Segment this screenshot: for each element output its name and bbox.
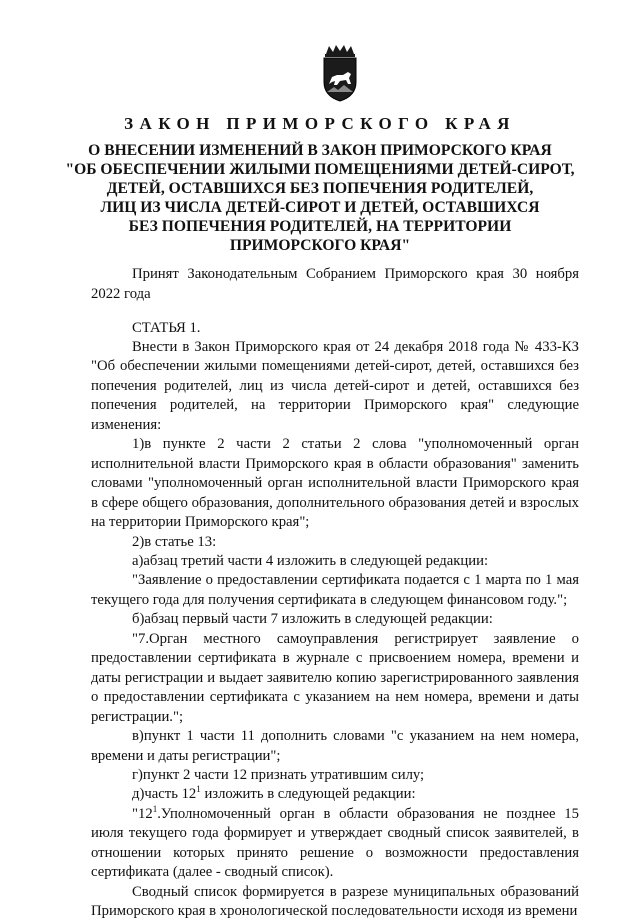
amendment-subitem xyxy=(91,785,579,804)
intro-paragraph: Внести в Закон Приморского края от 24 декабря 2018 года № 433-КЗ "Об обеспечении жилыми помещениями детей-сирот, детей, оставшихся без попечения родителей, лиц из числа детей-сирот и детей, оставшихся без попечения родителей, на территории Приморского края" следующие изменения: xyxy=(91,339,579,433)
law-title: ЗАКОН ПРИМОРСКОГО КРАЯ xyxy=(124,114,516,133)
amendment-item: 1)в пункте 2 части 2 статьи 2 слова "уполномоченный орган исполнительной власти Приморского края в области образования" заменить словами "уполномоченный орган исполнительной власти Приморского края в сфере общего образования, дополнительного образования детей и взрослых на территории Приморского края"; xyxy=(91,436,579,531)
superscript-marker: 1 xyxy=(196,784,201,795)
heading-line: ДЕТЕЙ, ОСТАВШИХСЯ БЕЗ ПОПЕЧЕНИЯ РОДИТЕЛЕЙ, xyxy=(106,180,534,197)
summary-paragraph: Сводный список формируется в разрезе муниципальных образований Приморского края в хронологической последовательности исходя из времени xyxy=(91,883,579,920)
primorsky-krai-coat-of-arms-icon xyxy=(318,44,362,102)
superscript-marker: 1 xyxy=(152,803,158,814)
heading-line: БЕЗ ПОПЕЧЕНИЯ РОДИТЕЛЕЙ, НА ТЕРРИТОРИИ xyxy=(128,218,512,235)
article-body xyxy=(91,338,579,922)
quoted-text: "7.Орган местного самоуправления регистрирует заявление о предоставлении сертификата в журнале с присвоением номера, времени и даты регистрации и выдает заявителю копию зарегистрированного заявления о предоставлении сертификата с указанием на нем номера, времени и даты регистрации."; xyxy=(91,630,579,725)
amendment-subitem: б)абзац первый части 7 изложить в следующей редакции: xyxy=(132,611,493,628)
adoption-line-1: Принят Законодательным Собранием Приморского края 30 ноября xyxy=(132,266,579,282)
amendment-subitem: в)пункт 1 части 11 дополнить словами "с указанием на нем номера, времени и даты регистрации"; xyxy=(91,728,579,764)
quoted-text xyxy=(91,805,579,883)
quote-text: .Уполномоченный орган в области образования не позднее 15 июля текущего года формирует и утверждает сводный список заявителей, в отношении которых принято решение о возможности предоставления сертификата (далее - сводный список). xyxy=(91,805,579,881)
article-label: СТАТЬЯ 1. xyxy=(132,320,201,336)
heading-line: ЛИЦ ИЗ ЧИСЛА ДЕТЕЙ-СИРОТ И ДЕТЕЙ, ОСТАВШИХСЯ xyxy=(100,199,540,216)
adoption-line-2: 2022 года xyxy=(91,286,151,302)
amendment-subitem: г)пункт 2 части 12 признать утратившим силу; xyxy=(132,766,425,783)
heading-line: "ОБ ОБЕСПЕЧЕНИИ ЖИЛЫМИ ПОМЕЩЕНИЯМИ ДЕТЕЙ-СИРОТ, xyxy=(65,161,575,178)
amendment-item: 2)в статье 13: xyxy=(132,533,217,550)
amendment-subitem: а)абзац третий части 4 изложить в следующей редакции: xyxy=(132,552,489,569)
adoption-note xyxy=(91,264,579,304)
law-heading xyxy=(0,141,640,255)
heading-line: ПРИМОРСКОГО КРАЯ" xyxy=(229,237,411,254)
heading-line: О ВНЕСЕНИИ ИЗМЕНЕНИЙ В ЗАКОН ПРИМОРСКОГО КРАЯ xyxy=(88,142,552,159)
subitem-text: д)часть 12 xyxy=(132,786,197,803)
quoted-text: "Заявление о предоставлении сертификата подается с 1 марта по 1 мая текущего года для получения сертификата в следующем финансовом году."; xyxy=(91,572,579,608)
quote-open: "12 xyxy=(132,805,153,822)
subitem-text: изложить в следующей редакции: xyxy=(200,786,416,803)
